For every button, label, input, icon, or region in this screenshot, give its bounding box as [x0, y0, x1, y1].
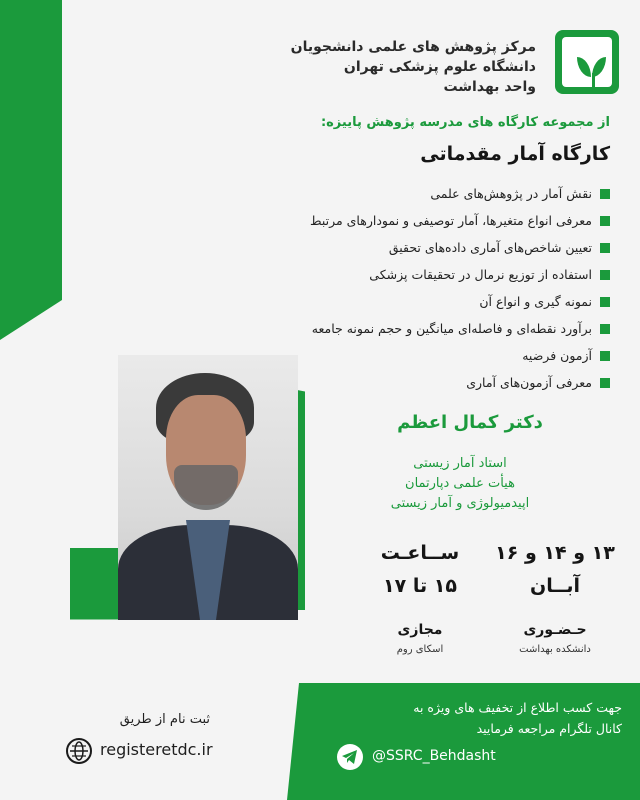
topic-item: نمونه گیری و انواع آن — [110, 288, 610, 315]
event-dates: ۱۳ و ۱۴ و ۱۶ — [495, 542, 615, 564]
register-link[interactable]: registeretdc.ir — [100, 740, 213, 759]
org-name-line3: واحد بهداشت — [443, 79, 536, 95]
speaker-department: هیأت علمی دپارتمان — [405, 476, 515, 491]
telegram-icon — [337, 744, 363, 770]
org-name-line2: دانشگاه علوم پزشکی تهران — [343, 59, 536, 75]
university-logo — [555, 30, 619, 94]
topic-item: آزمون فرضیه — [110, 342, 610, 369]
square-bullet-icon — [600, 378, 610, 388]
decorative-green-shape — [0, 0, 70, 340]
time-label: ســاعـت — [380, 542, 460, 564]
in-person-mode: حـضـوری — [523, 622, 587, 638]
time-range: ۱۵ تا ۱۷ — [383, 575, 457, 597]
in-person-location: دانشکده بهداشت — [519, 644, 591, 655]
online-platform: اسکای روم — [396, 644, 444, 655]
globe-icon — [66, 738, 92, 764]
telegram-handle[interactable]: @SSRC_Behdasht — [372, 748, 496, 764]
topic-item: تعیین شاخص‌های آماری داده‌های تحقیق — [110, 234, 610, 261]
square-bullet-icon — [600, 270, 610, 280]
banner-line2: کانال تلگرام مراجعه فرمایید — [476, 721, 622, 736]
banner-line1: جهت کسب اطلاع از تخفیف های ویژه به — [413, 700, 622, 715]
topic-item: معرفی انواع متغیرها، آمار توصیفی و نمودارهای مرتبط — [110, 207, 610, 234]
speaker-role: استاد آمار زیستی — [413, 456, 507, 471]
topic-item: استفاده از توزیع نرمال در تحقیقات پزشکی — [110, 261, 610, 288]
square-bullet-icon — [600, 243, 610, 253]
workshop-title: کارگاه آمار مقدماتی — [420, 143, 610, 165]
square-bullet-icon — [600, 324, 610, 334]
square-bullet-icon — [600, 297, 610, 307]
speaker-name: دکتر کمال اعظم — [397, 412, 543, 433]
org-name-line1: مرکز پژوهش های علمی دانشجویان — [290, 39, 536, 55]
online-mode: مجازی — [397, 622, 443, 638]
series-intro: از مجموعه کارگاه های مدرسه پژوهش پاییزه: — [320, 115, 610, 130]
topic-item: برآورد نقطه‌ای و فاصله‌ای میانگین و حجم نمونه جامعه — [110, 315, 610, 342]
topic-item: معرفی آزمون‌های آماری — [110, 369, 610, 396]
register-label: ثبت نام از طریق — [119, 712, 210, 727]
speaker-field: اپیدمیولوژی و آمار زیستی — [390, 496, 530, 511]
square-bullet-icon — [600, 351, 610, 361]
square-bullet-icon — [600, 216, 610, 226]
event-month: آبــان — [530, 575, 580, 597]
topic-list — [110, 180, 610, 396]
topic-item: نقش آمار در پژوهش‌های علمی — [110, 180, 610, 207]
square-bullet-icon — [600, 189, 610, 199]
